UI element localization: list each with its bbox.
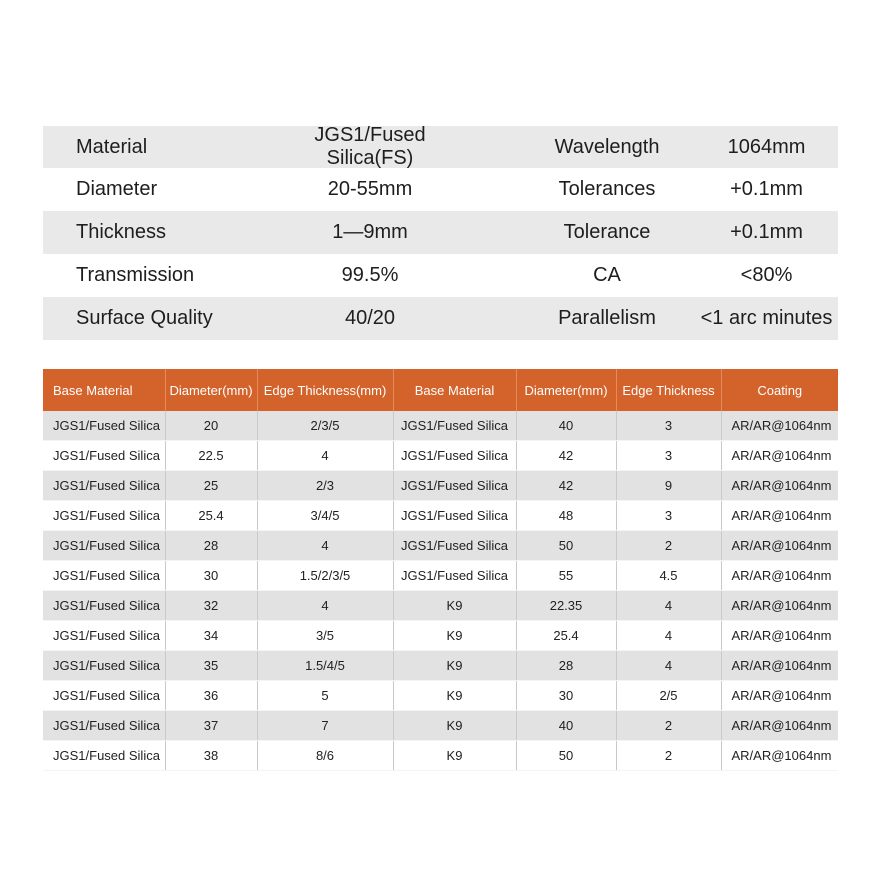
table-cell: JGS1/Fused Silica: [43, 411, 165, 441]
table-cell: 1.5/2/3/5: [257, 561, 393, 591]
table-cell: AR/AR@1064nm: [721, 591, 838, 621]
table-cell: 4.5: [616, 561, 721, 591]
product-table: [43, 369, 838, 771]
spec-row: [43, 211, 838, 254]
table-cell: JGS1/Fused Silica: [393, 531, 516, 561]
table-cell: 40: [516, 711, 616, 741]
table-cell: JGS1/Fused Silica: [43, 681, 165, 711]
table-cell: AR/AR@1064nm: [721, 741, 838, 771]
table-cell: JGS1/Fused Silica: [43, 711, 165, 741]
table-cell: 28: [516, 651, 616, 681]
table-cell: 30: [516, 681, 616, 711]
table-cell: 25.4: [165, 501, 257, 531]
table-cell: 4: [616, 621, 721, 651]
table-row: [43, 591, 838, 621]
table-row: [43, 681, 838, 711]
table-cell: 3: [616, 411, 721, 441]
table-cell: 50: [516, 741, 616, 771]
table-cell: 9: [616, 471, 721, 501]
table-cell: 2: [616, 741, 721, 771]
spec-label: Diameter: [76, 178, 158, 200]
table-cell: 37: [165, 711, 257, 741]
table-cell: 22.5: [165, 441, 257, 471]
table-row: [43, 651, 838, 681]
table-cell: JGS1/Fused Silica: [43, 741, 165, 771]
table-cell: AR/AR@1064nm: [721, 621, 838, 651]
spec-label: Tolerance: [563, 221, 651, 243]
column-header: Coating: [721, 369, 838, 411]
table-cell: 2/3: [257, 471, 393, 501]
table-cell: 4: [616, 651, 721, 681]
table-cell: AR/AR@1064nm: [721, 681, 838, 711]
table-cell: 25: [165, 471, 257, 501]
table-cell: 42: [516, 471, 616, 501]
table-cell: JGS1/Fused Silica: [43, 441, 165, 471]
table-cell: JGS1/Fused Silica: [43, 591, 165, 621]
table-cell: 5: [257, 681, 393, 711]
table-cell: 28: [165, 531, 257, 561]
spec-summary: [43, 126, 838, 340]
table-cell: 3: [616, 441, 721, 471]
column-header: Diameter(mm): [165, 369, 257, 411]
spec-row: [43, 297, 838, 340]
spec-value: JGS1/Fused Silica(FS): [314, 124, 426, 169]
table-row: [43, 471, 838, 501]
spec-value: <1 arc minutes: [700, 307, 833, 329]
table-row: [43, 531, 838, 561]
table-row: [43, 561, 838, 591]
table-cell: AR/AR@1064nm: [721, 651, 838, 681]
table-row: [43, 741, 838, 771]
spec-label: Parallelism: [558, 307, 656, 329]
table-cell: 2: [616, 711, 721, 741]
table-cell: AR/AR@1064nm: [721, 531, 838, 561]
spec-label: Wavelength: [554, 135, 660, 158]
table-row: [43, 411, 838, 441]
table-cell: 32: [165, 591, 257, 621]
column-header: Diameter(mm): [516, 369, 616, 411]
column-header: Base Material: [393, 369, 516, 411]
table-cell: 55: [516, 561, 616, 591]
table-cell: 40: [516, 411, 616, 441]
table-cell: JGS1/Fused Silica: [43, 651, 165, 681]
spec-label: CA: [593, 264, 621, 286]
table-cell: 4: [257, 441, 393, 471]
table-cell: JGS1/Fused Silica: [43, 561, 165, 591]
spec-value: +0.1mm: [730, 178, 803, 200]
table-cell: 3: [616, 501, 721, 531]
table-cell: K9: [393, 651, 516, 681]
spec-row: [43, 254, 838, 297]
spec-value: 1—9mm: [332, 221, 408, 243]
column-header: Base Material: [43, 369, 165, 411]
spec-value: <80%: [740, 264, 793, 286]
spec-label: Surface Quality: [76, 307, 213, 329]
table-cell: AR/AR@1064nm: [721, 471, 838, 501]
table-cell: 34: [165, 621, 257, 651]
spec-value: 40/20: [344, 307, 396, 329]
table-cell: 35: [165, 651, 257, 681]
table-header-row: [43, 369, 838, 411]
spec-row: [43, 168, 838, 211]
spec-label: Thickness: [76, 221, 167, 243]
spec-label: Tolerances: [558, 178, 656, 200]
table-cell: JGS1/Fused Silica: [43, 621, 165, 651]
table-cell: AR/AR@1064nm: [721, 501, 838, 531]
table-cell: 25.4: [516, 621, 616, 651]
table-cell: K9: [393, 741, 516, 771]
table-cell: 2: [616, 531, 721, 561]
table-cell: 50: [516, 531, 616, 561]
table-cell: 48: [516, 501, 616, 531]
spec-value: 1064mm: [727, 135, 806, 158]
spec-label: Material: [76, 135, 148, 158]
spec-value: 20-55mm: [327, 178, 413, 200]
table-cell: 8/6: [257, 741, 393, 771]
table-cell: JGS1/Fused Silica: [393, 501, 516, 531]
table-row: [43, 621, 838, 651]
spec-value: 99.5%: [341, 264, 399, 286]
table-cell: AR/AR@1064nm: [721, 411, 838, 441]
table-cell: 4: [616, 591, 721, 621]
column-header: Edge Thickness(mm): [257, 369, 393, 411]
spec-value: +0.1mm: [730, 221, 803, 243]
table-cell: K9: [393, 591, 516, 621]
table-cell: 4: [257, 591, 393, 621]
table-cell: 1.5/4/5: [257, 651, 393, 681]
table-cell: 20: [165, 411, 257, 441]
table-cell: JGS1/Fused Silica: [43, 471, 165, 501]
table-cell: JGS1/Fused Silica: [43, 501, 165, 531]
table-cell: 38: [165, 741, 257, 771]
table-cell: K9: [393, 681, 516, 711]
table-cell: 3/4/5: [257, 501, 393, 531]
table-cell: K9: [393, 621, 516, 651]
table-cell: JGS1/Fused Silica: [393, 471, 516, 501]
table-cell: 7: [257, 711, 393, 741]
table-cell: 4: [257, 531, 393, 561]
table-cell: 22.35: [516, 591, 616, 621]
table-cell: 36: [165, 681, 257, 711]
spec-label: Transmission: [76, 264, 195, 286]
table-cell: AR/AR@1064nm: [721, 441, 838, 471]
table-cell: 42: [516, 441, 616, 471]
table-cell: AR/AR@1064nm: [721, 711, 838, 741]
table-row: [43, 711, 838, 741]
table-cell: K9: [393, 711, 516, 741]
table-cell: JGS1/Fused Silica: [393, 411, 516, 441]
table-cell: JGS1/Fused Silica: [393, 561, 516, 591]
table-cell: AR/AR@1064nm: [721, 561, 838, 591]
table-cell: 30: [165, 561, 257, 591]
table-cell: JGS1/Fused Silica: [393, 441, 516, 471]
table-cell: JGS1/Fused Silica: [43, 531, 165, 561]
table-row: [43, 441, 838, 471]
spec-row: [43, 126, 838, 168]
table-row: [43, 501, 838, 531]
table-cell: 2/3/5: [257, 411, 393, 441]
column-header: Edge Thickness: [616, 369, 721, 411]
table-cell: 2/5: [616, 681, 721, 711]
table-cell: 3/5: [257, 621, 393, 651]
